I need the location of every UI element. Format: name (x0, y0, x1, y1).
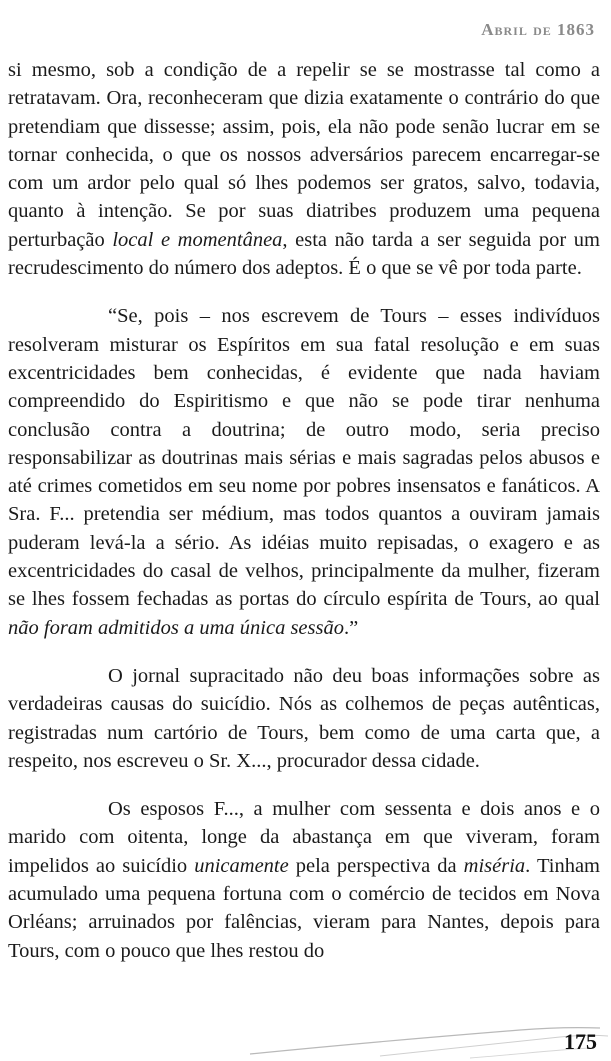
text-run: Os esposos F..., a mulher com sessenta e dois anos e o marido com oitenta, longe da abastança em que viveram, foram impelidos ao suicídio (8, 798, 600, 877)
text-run: .” (343, 616, 359, 639)
text-run: O jornal supracitado não deu boas informações sobre as verdadeiras causas do suicídio. Nós as colhemos de peças autênticas, registradas num cartório de Tours, bem como de uma carta que, a respeito, nos escreveu o Sr. X..., procurador dessa cidade. (8, 664, 600, 772)
text-run: “Se, pois – nos escrevem de Tours – esses indivíduos resolveram misturar os Espíritos em sua fatal resolução e em suas excentricidades bem conhecidas, é evidente que nada haviam compreendido do Espiritismo e que não se pode tirar nenhuma conclusão contra a doutrina; de outro modo, seria preciso responsabilizar as doutrinas mais sérias e mais sagradas pelos abusos e até crimes cometidos em seu nome por pobres insensatos e fanáticos. A Sra. F... pretendia ser médium, mas todos quantos a ouviram jamais puderam levá-la a sério. As idéias muito repisadas, o exagero e as excentricidades do casal de velhos, principalmente da mulher, fizeram se lhes fossem fechadas as portas do círculo espírita de Tours, ao qual (8, 305, 600, 611)
text-run: , esta não tarda a ser seguida por um recrudescimento do número dos adeptos. É o que se vê por toda parte. (8, 228, 600, 280)
text-run: . Tinham acumulado uma pequena fortuna com o comércio de tecidos em Nova Orléans; arruinados por falências, vieram para Nantes, depois para Tours, com o pouco que lhes restou do (8, 854, 600, 962)
paragraph-1 (8, 56, 600, 282)
page-number: 175 (564, 1029, 597, 1054)
paragraph-2 (8, 302, 600, 642)
italic-run: não foram admitidos a uma única sessão (8, 616, 344, 639)
italic-run: local e momentânea (112, 228, 283, 251)
paragraph-3 (8, 662, 600, 775)
text-run: si mesmo, sob a condição de a repelir se se mostrasse tal como a retratavam. Ora, reconheceram que dizia exatamente o contrário do que pretendiam que dissesse; assim, pois, ela não pode senão lucrar em se tornar conhecida, o que os nossos adversários parecem encarregar-se com um ardor pelo qual só lhes podemos ser gratos, salvo, todavia, quanto à intenção. Se por suas diatribes produzem uma pequena perturbação (8, 59, 600, 251)
footer-swoosh-ornament (0, 1016, 611, 1061)
italic-run: unicamente (194, 854, 289, 877)
page-footer (0, 1016, 611, 1061)
body-text (8, 56, 600, 965)
italic-run: miséria (463, 854, 526, 877)
paragraph-4 (8, 795, 600, 965)
running-header: Abril de 1863 (481, 20, 595, 39)
text-run: pela perspectiva da (288, 854, 464, 877)
